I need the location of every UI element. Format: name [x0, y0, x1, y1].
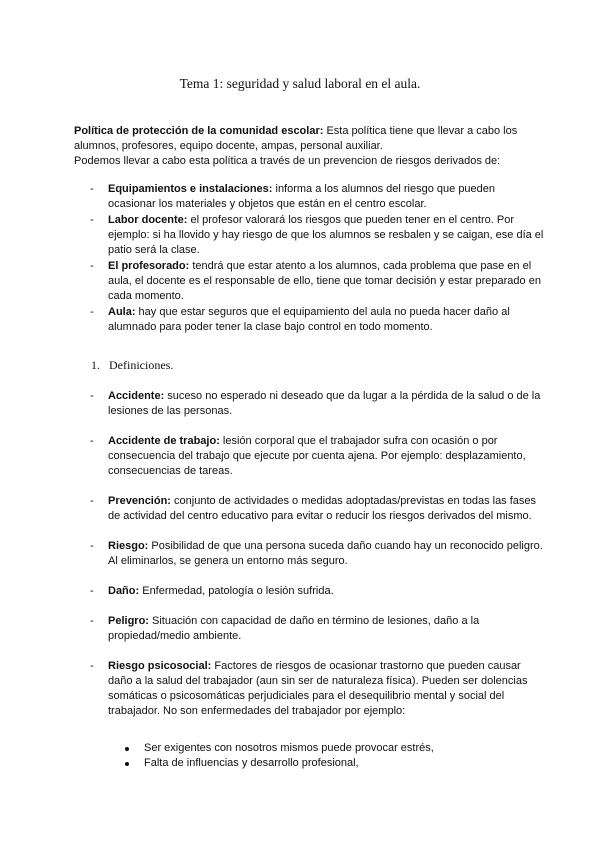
definitions-heading: [91, 358, 173, 373]
definition-text: lesión corporal que el trabajador sufra con ocasión o por consecuencia del trabajo que ejecute por cuenta ajena. Por ejemplo: desplazamiento, consecuencias de tareas.: [108, 435, 526, 477]
definition-item: - Peligro: Situación con capacidad de daño en término de lesiones, daño a la propiedad/medio ambiente.: [90, 615, 480, 642]
definition-term: Riesgo psicosocial:: [108, 660, 212, 672]
definition-term: Daño:: [108, 585, 140, 597]
intro-line2: Podemos llevar a cabo esta política a través de un prevencion de riesgos derivados de:: [74, 155, 501, 167]
example-text: Falta de influencias y desarrollo profesional,: [144, 757, 359, 769]
definitions-list: [74, 389, 544, 719]
item-term: El profesorado:: [108, 260, 190, 272]
definition-term: Accidente:: [108, 390, 165, 402]
example-item: [125, 741, 525, 756]
item-text: informa a los alumnos del riesgo que pueden ocasionar los materiales y objetos que están en el centro escolar.: [108, 183, 496, 210]
definition-item: - Accidente de trabajo: lesión corporal que el trabajador sufra con ocasión o por consecuencia del trabajo que ejecute por cuenta ajena. Por ejemplo: desplazamiento, consecuencias de tareas.: [90, 435, 526, 477]
item-text: hay que estar seguros que el equipamiento del aula no pueda hacer daño al alumnado para poder tener la clase bajo control en todo momento.: [108, 306, 510, 333]
definition-term: Riesgo:: [108, 540, 149, 552]
definition-term: Accidente de trabajo:: [108, 435, 220, 447]
definition-item: - Daño: Enfermedad, patología o lesión sufrida.: [90, 585, 334, 597]
definition-text: conjunto de actividades o medidas adoptadas/previstas en todas las fases de actividad del centro educativo para evitar o reducir los riesgos derivados del mismo.: [108, 495, 537, 522]
definition-text: Situación con capacidad de daño en término de lesiones, daño a la propiedad/medio ambiente.: [108, 615, 480, 642]
bullet-icon: [125, 762, 129, 766]
list-item: - El profesorado: tendrá que estar atento a los alumnos, cada problema que pase en el aula, el docente es el responsable de ello, tiene que tomar decisión y estar preparado en cada momento.: [90, 260, 541, 302]
policy-list: [74, 182, 544, 336]
bullet-icon: [125, 747, 129, 751]
item-text: el profesor valorará los riesgos que pueden tener en el centro. Por ejemplo: si ha llovido y hay riesgo de que los alumnos se resbalen y se caigan, ese día el patio será la clase.: [108, 214, 544, 256]
definition-text: suceso no esperado ni deseado que da lugar a la pérdida de la salud o de la lesiones de las personas.: [108, 390, 541, 417]
intro-term: Política de protección de la comunidad escolar:: [74, 125, 324, 137]
intro-paragraph: [74, 124, 544, 169]
item-text: tendrá que estar atento a los alumnos, cada problema que pase en el aula, el docente es el responsable de ello, tiene que tomar decisión y estar preparado en cada momento.: [108, 260, 541, 302]
item-term: Aula:: [108, 306, 136, 318]
definition-text: Enfermedad, patología o lesión sufrida.: [139, 585, 334, 597]
definition-item: - Riesgo: Posibilidad de que una persona suceda daño cuando hay un reconocido peligro. Al eliminarlos, se genera un entorno más seguro.: [90, 540, 543, 567]
definition-item: - Accidente: suceso no esperado ni deseado que da lugar a la pérdida de la salud o de la lesiones de las personas.: [90, 390, 541, 417]
definition-item: - Riesgo psicosocial: Factores de riesgos de ocasionar trastorno que pueden causar daño a la salud del trabajador (aun sin ser de naturaleza física). Pueden ser dolencias somáticas o psicosomáticas perjudiciales para el desequilibrio mental y social del trabajador. No son enfermedades del trabajador por ejemplo:: [90, 660, 528, 717]
definition-text: Factores de riesgos de ocasionar trastorno que pueden causar daño a la salud del trabajador (aun sin ser de naturaleza física). Pueden ser dolencias somáticas o psicosomáticas perjudiciales para el desequilibrio mental y social del trabajador. No son enfermedades del trabajador por ejemplo:: [108, 660, 528, 717]
list-item: - Labor docente: el profesor valorará los riesgos que pueden tener en el centro. Por ejemplo: si ha llovido y hay riesgo de que los alumnos se resbalen y se caigan, ese día el patio será la clase.: [90, 214, 544, 256]
document-title: Tema 1: seguridad y salud laboral en el aula.: [179, 76, 421, 91]
item-term: Equipamientos e instalaciones:: [108, 183, 273, 195]
example-item: [125, 756, 525, 771]
list-item: - Aula: hay que estar seguros que el equipamiento del aula no pueda hacer daño al alumnado para poder tener la clase bajo control en todo momento.: [90, 306, 510, 333]
definition-item: - Prevención: conjunto de actividades o medidas adoptadas/previstas en todas las fases de actividad del centro educativo para evitar o reducir los riesgos derivados del mismo.: [90, 495, 537, 522]
item-term: Labor docente:: [108, 214, 188, 226]
definition-text: Posibilidad de que una persona suceda daño cuando hay un reconocido peligro. Al eliminarlos, se genera un entorno más seguro.: [108, 540, 543, 567]
list-item: - Equipamientos e instalaciones: informa a los alumnos del riesgo que pueden ocasionar los materiales y objetos que están en el centro escolar.: [90, 183, 496, 210]
examples-list: [125, 741, 525, 771]
intro-text: Esta política tiene que llevar a cabo los alumnos, profesores, equipo docente, ampas, personal auxiliar.: [74, 125, 518, 152]
definition-term: Peligro:: [108, 615, 149, 627]
example-text: Ser exigentes con nosotros mismos puede provocar estrés,: [144, 742, 434, 754]
heading-label: Definiciones.: [109, 358, 174, 372]
definition-term: Prevención:: [108, 495, 171, 507]
heading-number: 1.: [91, 358, 100, 372]
